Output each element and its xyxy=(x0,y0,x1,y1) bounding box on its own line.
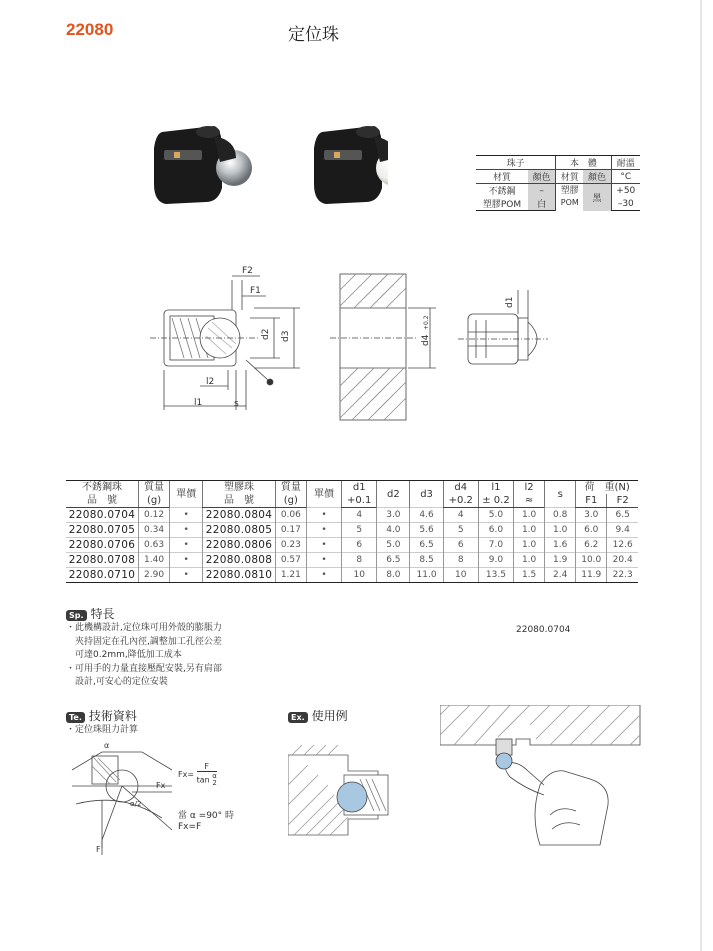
cell-ss-mass: 1.40 xyxy=(139,553,170,568)
pom-ball-photo xyxy=(314,126,388,204)
cell-ss-no: 22080.0705 xyxy=(66,523,139,538)
cell-F1: 10.0 xyxy=(576,553,607,568)
page-edge xyxy=(700,0,702,951)
cell-pom-price: • xyxy=(306,538,341,553)
cell-F1: 6.0 xyxy=(576,523,607,538)
cell-ss-no: 22080.0706 xyxy=(66,538,139,553)
cell-ss-mass: 0.34 xyxy=(139,523,170,538)
cell-ss-mass: 0.63 xyxy=(139,538,170,553)
cell-pom-price: • xyxy=(306,568,341,583)
cell-F1: 6.2 xyxy=(576,538,607,553)
cell-F1: 11.9 xyxy=(576,568,607,583)
condition-1: 當 α =90° 時 xyxy=(178,811,235,821)
cell-l1: 9.0 xyxy=(478,553,513,568)
cell-d1: 6 xyxy=(342,538,377,553)
mat-body-header: 本 體 xyxy=(556,156,611,170)
cell-pom-price: • xyxy=(306,508,341,523)
cell-d2: 6.5 xyxy=(377,553,410,568)
cell-l2: 1.0 xyxy=(514,553,545,568)
cell-pom-no: 22080.0808 xyxy=(203,553,276,568)
cell-s: 1.6 xyxy=(545,538,576,553)
cell-ss-no: 22080.0708 xyxy=(66,553,139,568)
force-diagram xyxy=(62,740,272,860)
cell-pom-price: • xyxy=(306,553,341,568)
example-install-drawing xyxy=(288,745,408,845)
cell-d3: 4.6 xyxy=(410,508,443,523)
cell-F2: 20.4 xyxy=(607,553,638,568)
cell-d3: 6.5 xyxy=(410,538,443,553)
cell-d1: 8 xyxy=(342,553,377,568)
svg-text:F2: F2 xyxy=(242,266,253,276)
condition-2: Fx=F xyxy=(178,822,202,832)
svg-text:F: F xyxy=(96,845,101,854)
technical-heading: Te. 技術資料 xyxy=(66,705,137,724)
cell-l1: 6.0 xyxy=(478,523,513,538)
cell-ss-no: 22080.0710 xyxy=(66,568,139,583)
front-view-drawing xyxy=(458,290,548,364)
table-row xyxy=(66,538,638,553)
cell-d1: 10 xyxy=(342,568,377,583)
side-section-drawing xyxy=(150,276,300,410)
cell-F2: 9.4 xyxy=(607,523,638,538)
svg-text:l2: l2 xyxy=(206,377,215,387)
material-table: 珠子 本 體 耐溫 材質 顏色 材質 顏色 °C 不銹鋼 – 塑膠 POM 黑 +50 塑膠POM 白 –30 xyxy=(476,155,640,211)
svg-text:d2: d2 xyxy=(261,328,271,340)
cell-pom-mass: 1.21 xyxy=(275,568,306,583)
cell-d4: 10 xyxy=(443,568,478,583)
cell-pom-no: 22080.0805 xyxy=(203,523,276,538)
cell-s: 1.9 xyxy=(545,553,576,568)
svg-text:+0.2: +0.2 xyxy=(423,315,430,330)
mat-temp-header: 耐溫 xyxy=(611,156,640,170)
cell-F1: 3.0 xyxy=(576,508,607,523)
cell-ss-price: • xyxy=(170,538,203,553)
cell-pom-no: 22080.0810 xyxy=(203,568,276,583)
table-row xyxy=(66,553,638,568)
cell-pom-no: 22080.0804 xyxy=(203,508,276,523)
table-row xyxy=(66,508,638,523)
cell-l1: 7.0 xyxy=(478,538,513,553)
cell-d2: 8.0 xyxy=(377,568,410,583)
cell-d1: 5 xyxy=(342,523,377,538)
svg-text:s: s xyxy=(234,399,239,409)
cell-d4: 5 xyxy=(443,523,478,538)
cell-s: 1.0 xyxy=(545,523,576,538)
product-photos xyxy=(148,118,388,208)
cell-pom-mass: 0.23 xyxy=(275,538,306,553)
cell-s: 2.4 xyxy=(545,568,576,583)
cell-d3: 11.0 xyxy=(410,568,443,583)
cell-d2: 5.0 xyxy=(377,538,410,553)
cell-ss-price: • xyxy=(170,553,203,568)
mat-ball-header: 珠子 xyxy=(476,156,556,170)
svg-text:F1: F1 xyxy=(250,286,261,296)
cell-l2: 1.0 xyxy=(514,508,545,523)
cell-l2: 1.0 xyxy=(514,523,545,538)
cell-d4: 8 xyxy=(443,553,478,568)
cell-d2: 3.0 xyxy=(377,508,410,523)
svg-text:Fx: Fx xyxy=(156,781,166,790)
cell-l1: 5.0 xyxy=(478,508,513,523)
cell-l2: 1.5 xyxy=(514,568,545,583)
page-title: 定位珠 xyxy=(288,25,339,45)
example-heading: Ex. 使用例 xyxy=(288,705,348,724)
cell-F2: 6.5 xyxy=(607,508,638,523)
cell-pom-mass: 0.06 xyxy=(275,508,306,523)
product-code: 22080 xyxy=(66,20,114,39)
force-formula: Fx= F tan α 2 xyxy=(178,762,217,787)
features-heading: Sp. 特長 xyxy=(66,603,115,622)
cell-l2: 1.0 xyxy=(514,538,545,553)
cell-d3: 8.5 xyxy=(410,553,443,568)
svg-text:α: α xyxy=(104,741,110,750)
cell-d2: 4.0 xyxy=(377,523,410,538)
cell-ss-price: • xyxy=(170,508,203,523)
cell-d3: 5.6 xyxy=(410,523,443,538)
cell-ss-mass: 2.90 xyxy=(139,568,170,583)
cell-ss-no: 22080.0704 xyxy=(66,508,139,523)
features-list: ・此機構設計,定位珠可用外殼的膨脹力 夾持固定在孔內徑,調整加工孔徑公差 可達0.2mm,降低加工成本 ・可用手的力量直接壓配安裝,另有肩部 設計,可安心的定位安裝 xyxy=(66,623,222,687)
spec-table: 不銹鋼珠 質量 單價 塑膠珠 質量 單價 d1 d2 d3 d4 l1 l2 s 荷 重(N) 品 號 (g) 品 號 (g) +0.1 +0.2 ± 0.2 ≈ F1 F2 22080.0704 0.12 • 22080.0804 0.06 • 4 3.0 4.6 4 5.0 1.0 0.8 3.0 6.5 22080.0705 0.34 • 22080.0805 0.17 • 5 4.0 5.6 5 6.0 1.0 1.0 6.0 9.4 22080.0706 0.63 • 22080.0806 0.23 • 6 5.0 6.5 6 7.0 1.0 1.6 6.2 12.6 22080.0708 1.40 • 22080.0808 0.57 • 8 6.5 8.5 8 9.0 1.0 1.9 10.0 20.4 22080.0710 2.90 • 22080.0810 1.21 • 10 8.0 11.0 10 13.5 1.5 2.4 11.9 22.3 xyxy=(66,480,638,583)
cell-ss-mass: 0.12 xyxy=(139,508,170,523)
dimension-drawings xyxy=(150,260,560,430)
svg-text:d4: d4 xyxy=(421,334,431,346)
cell-ss-price: • xyxy=(170,568,203,583)
mounting-hole-drawing xyxy=(330,274,436,420)
photo-caption: 22080.0704 xyxy=(516,625,571,635)
cell-pom-no: 22080.0806 xyxy=(203,538,276,553)
steel-ball-photo xyxy=(154,126,252,204)
cell-d1: 4 xyxy=(342,508,377,523)
table-row xyxy=(66,568,638,583)
cell-d4: 4 xyxy=(443,508,478,523)
cell-pom-mass: 0.57 xyxy=(275,553,306,568)
cell-d4: 6 xyxy=(443,538,478,553)
svg-text:d3: d3 xyxy=(281,330,291,342)
svg-text:d1: d1 xyxy=(505,296,515,308)
svg-text:l1: l1 xyxy=(194,398,203,408)
cell-ss-price: • xyxy=(170,523,203,538)
hand-install-sketch xyxy=(440,705,650,855)
cell-F2: 22.3 xyxy=(607,568,638,583)
cell-l1: 13.5 xyxy=(478,568,513,583)
svg-text:α/2: α/2 xyxy=(130,800,142,808)
cell-pom-price: • xyxy=(306,523,341,538)
technical-item: ・定位珠阻力計算 xyxy=(66,725,139,735)
table-row xyxy=(66,523,638,538)
cell-s: 0.8 xyxy=(545,508,576,523)
cell-F2: 12.6 xyxy=(607,538,638,553)
cell-pom-mass: 0.17 xyxy=(275,523,306,538)
